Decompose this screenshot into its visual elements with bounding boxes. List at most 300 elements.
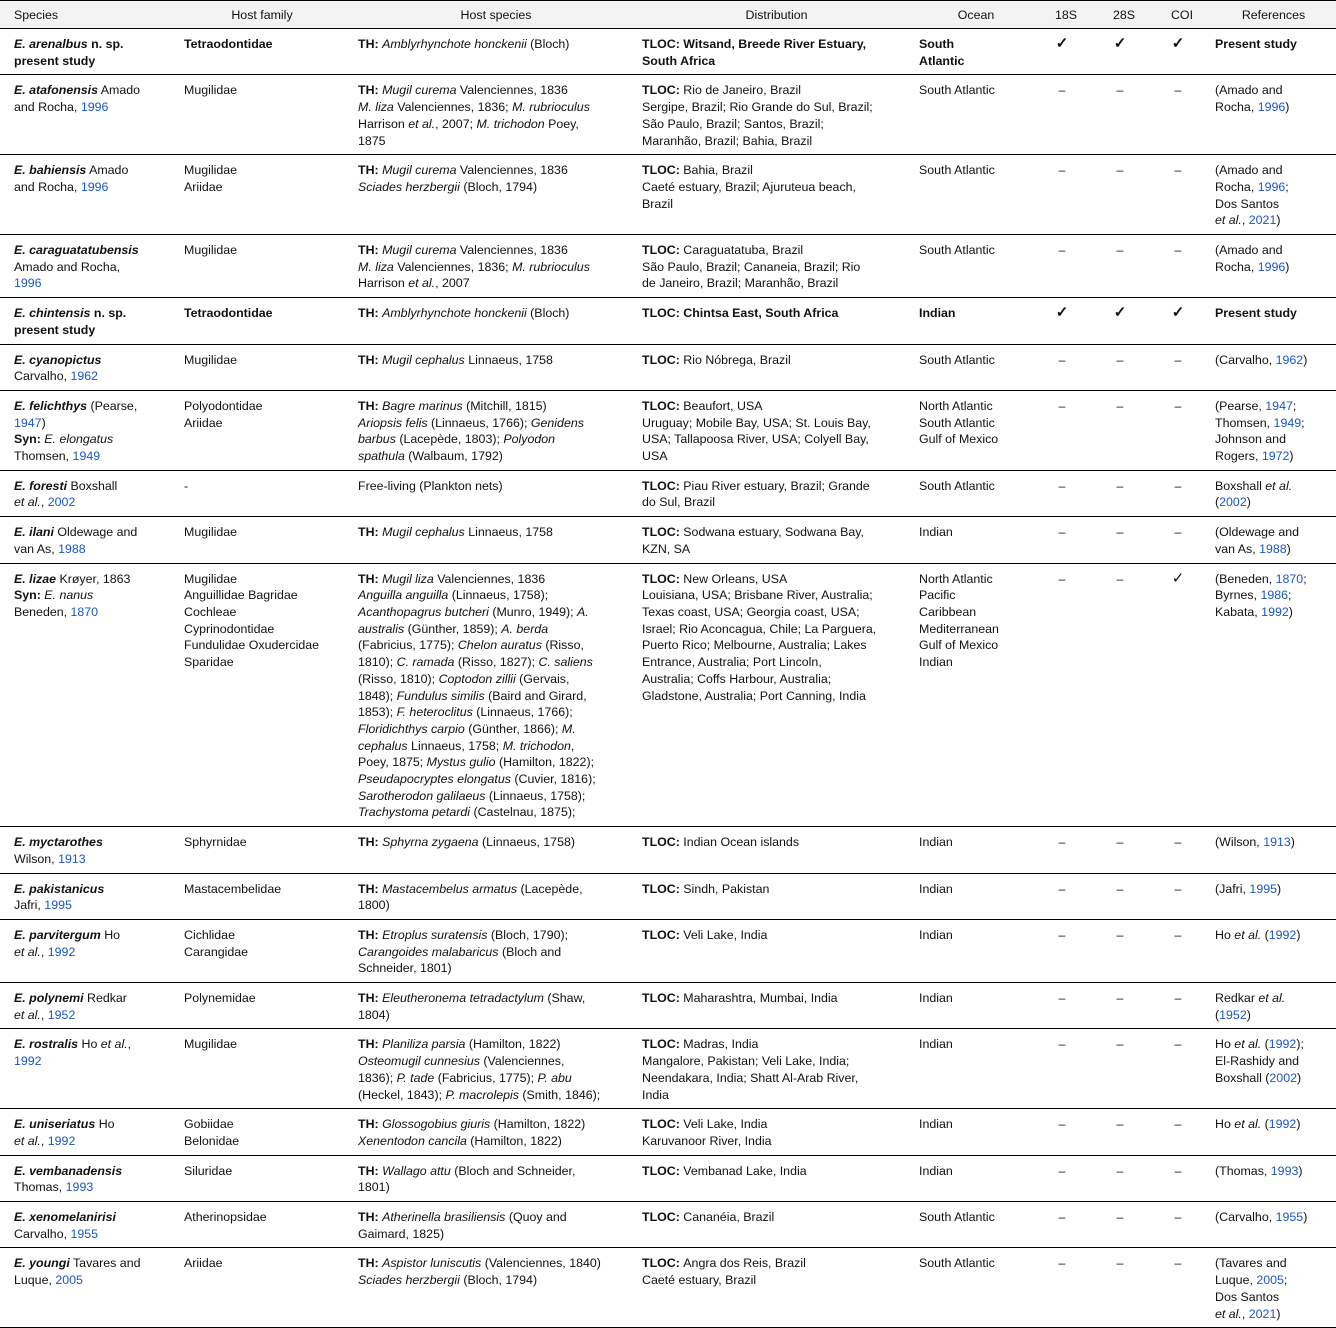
cell-text: Sciades herzbergii: [358, 1273, 460, 1288]
cell-text: Indian: [919, 655, 953, 670]
table-row: [0, 919, 1336, 982]
cell-line: [358, 1116, 634, 1133]
cell-line: [919, 1163, 1033, 1180]
cell-text: (: [1261, 927, 1269, 942]
cell-line: [919, 1255, 1033, 1272]
cell-text: USA; Tallapoosa River, USA; Colyell Bay,: [642, 432, 869, 447]
cell-line: [358, 1163, 634, 1180]
host-family-cell: [170, 298, 354, 344]
cell-text: Carangoides malabaricus: [358, 944, 499, 959]
cell-text: Mastacembelidae: [184, 881, 282, 896]
cell-line: [642, 637, 911, 654]
reference-link[interactable]: 1993: [65, 1180, 94, 1195]
18s-cell: [1037, 75, 1095, 155]
dash-mark: –: [1058, 927, 1066, 942]
reference-link[interactable]: 1995: [1249, 881, 1277, 896]
cell-line: [14, 275, 166, 292]
references-cell: [1211, 1202, 1336, 1248]
cell-text: Uruguay; Mobile Bay, USA; St. Louis Bay,: [642, 415, 871, 430]
reference-link[interactable]: 1870: [1275, 571, 1304, 586]
cell-line: [358, 99, 634, 116]
reference-link[interactable]: 1996: [1257, 259, 1286, 274]
host-family-cell: [170, 29, 354, 75]
cell-text: Syn:: [14, 588, 45, 603]
species-cell: [0, 75, 170, 155]
cell-text: barbus: [358, 432, 396, 447]
cell-text: USA: [642, 449, 668, 464]
reference-link[interactable]: 2005: [1256, 1273, 1284, 1288]
cell-text: 1875: [358, 133, 386, 148]
cell-line: [1215, 448, 1332, 465]
cell-text: São Paulo, Brazil; Santos, Brazil;: [642, 116, 824, 131]
cell-line: [358, 133, 634, 150]
table-row: [0, 1155, 1336, 1201]
cell-line: [1215, 1289, 1332, 1306]
cell-line: [14, 524, 166, 541]
references-cell: [1211, 983, 1336, 1029]
cell-text: Acanthopagrus butcheri: [358, 604, 489, 619]
cell-text: Mystus gulio: [426, 755, 496, 770]
18s-cell: [1037, 919, 1095, 982]
cell-text: (Shaw,: [543, 991, 586, 1006]
reference-link[interactable]: 1955: [1275, 1210, 1304, 1225]
reference-link[interactable]: 2002: [47, 495, 76, 510]
coi-cell: [1153, 563, 1211, 827]
cell-text: C. ramada: [396, 655, 455, 670]
cell-text: E. vembanadensis: [14, 1163, 123, 1178]
cell-text: Johnson and: [1215, 432, 1286, 447]
cell-text: (Bloch): [526, 306, 570, 321]
reference-link[interactable]: 2021: [1248, 213, 1277, 228]
reference-link[interactable]: 1996: [1257, 100, 1286, 115]
cell-text: Indian Ocean islands: [683, 835, 800, 850]
cell-text: Planiliza parsia: [382, 1037, 466, 1052]
cell-text: Gobiidae: [184, 1117, 234, 1132]
cell-text: TLOC: Chintsa East, South Africa: [642, 306, 839, 321]
dash-mark: –: [1058, 835, 1066, 850]
distribution-cell: [638, 983, 915, 1029]
dash-mark: –: [1058, 83, 1066, 98]
reference-link[interactable]: 1996: [80, 100, 109, 115]
reference-link[interactable]: 2002: [1219, 495, 1247, 510]
host-species-cell: [354, 919, 638, 982]
cell-line: [14, 927, 166, 944]
cell-line: [358, 738, 634, 755]
cell-line: [919, 1036, 1033, 1053]
cell-text: Thomsen,: [14, 449, 73, 464]
cell-text: Jafri,: [14, 898, 45, 913]
cell-line: [919, 1116, 1033, 1133]
cell-line: [1215, 990, 1332, 1007]
dash-mark: –: [1058, 1256, 1066, 1271]
cell-text: Atlantic: [919, 53, 965, 68]
distribution-cell: [638, 470, 915, 516]
reference-link[interactable]: 1992: [1268, 1117, 1297, 1132]
references-cell: [1211, 155, 1336, 235]
cell-line: [642, 431, 911, 448]
cell-text: E. nanus: [44, 588, 94, 603]
cell-text: ;: [1303, 571, 1307, 586]
cell-text: E. chintensis: [14, 306, 91, 321]
cell-text: (Baird and Girard,: [484, 688, 587, 703]
cell-text: Mugilidae: [184, 243, 238, 258]
cell-text: M. liza: [358, 100, 394, 115]
cell-text: Aspistor luniscutis: [382, 1256, 482, 1271]
reference-link[interactable]: 1996: [1257, 179, 1286, 194]
reference-link[interactable]: 1962: [70, 369, 99, 384]
dash-mark: –: [1116, 1037, 1124, 1052]
cell-line: [358, 944, 634, 961]
cell-text: Beneden,: [14, 604, 71, 619]
cell-line: [919, 431, 1033, 448]
cell-line: [919, 1209, 1033, 1226]
cell-text: P. macrolepis: [445, 1087, 519, 1102]
cell-line: [642, 1133, 911, 1150]
cell-line: [358, 36, 634, 53]
cell-line: [14, 1036, 166, 1053]
cell-text: et al.: [1265, 478, 1293, 493]
header-host-family: Host family: [170, 1, 354, 29]
cell-text: (Günther, 1859);: [404, 621, 502, 636]
host-species-cell: [354, 235, 638, 298]
cell-text: et al.: [14, 944, 41, 959]
cell-text: Tetraodontidae: [184, 37, 273, 51]
cell-text: Rogers,: [1215, 449, 1262, 464]
species-cell: [0, 298, 170, 344]
ocean-cell: [915, 873, 1037, 919]
table-row: [0, 298, 1336, 344]
dash-mark: –: [1174, 835, 1182, 850]
cell-text: Indian: [919, 525, 953, 540]
reference-link[interactable]: 1952: [47, 1007, 76, 1022]
cell-line: [642, 99, 911, 116]
cell-line: [358, 478, 634, 495]
cell-line: [14, 1007, 166, 1024]
cell-text: Valenciennes, 1836;: [393, 100, 513, 115]
cell-text: Luque,: [1215, 1273, 1257, 1288]
cell-text: ): [1289, 449, 1294, 464]
dash-mark: –: [1174, 881, 1182, 896]
reference-link[interactable]: 1949: [1273, 415, 1302, 430]
dash-mark: –: [1174, 1210, 1182, 1225]
cell-text: et al.: [1215, 213, 1242, 228]
host-family-cell: [170, 563, 354, 827]
reference-link[interactable]: 1992: [1268, 1037, 1297, 1052]
cell-text: TLOC:: [642, 1210, 684, 1225]
distribution-cell: [638, 1202, 915, 1248]
cell-line: [1215, 212, 1332, 229]
cell-text: Kabata,: [1215, 604, 1262, 619]
cell-line: [642, 621, 911, 638]
cell-text: (Mitchill, 1815): [462, 398, 547, 413]
cell-text: (Pearse,: [1215, 398, 1266, 413]
reference-link[interactable]: 1992: [14, 1054, 42, 1069]
cell-line: [919, 654, 1033, 671]
cell-line: [1215, 1163, 1332, 1180]
cell-text: 1800): [358, 898, 390, 913]
reference-link[interactable]: 1952: [1219, 1007, 1247, 1022]
28s-cell: [1095, 983, 1153, 1029]
cell-line: [14, 305, 166, 322]
cell-line: [642, 881, 911, 898]
cell-line: [642, 448, 911, 465]
host-family-cell: [170, 344, 354, 390]
cell-line: [358, 1272, 634, 1289]
cell-line: [1215, 834, 1332, 851]
cell-text: Carvalho,: [14, 1226, 71, 1241]
cell-text: Rio Nóbrega, Brazil: [683, 352, 791, 367]
cell-line: [184, 587, 350, 604]
reference-link[interactable]: 1992: [1261, 604, 1289, 619]
cell-line: [358, 834, 634, 851]
cell-text: El-Rashidy and: [1215, 1054, 1300, 1069]
18s-cell: [1037, 1202, 1095, 1248]
cell-text: Valenciennes, 1836: [456, 83, 568, 98]
cell-text: TLOC:: [642, 991, 684, 1006]
cell-text: TLOC:: [642, 1256, 684, 1271]
reference-link[interactable]: 2002: [1269, 1070, 1297, 1085]
cell-text: (Valenciennes,: [479, 1054, 565, 1069]
cell-text: São Paulo, Brazil; Cananeia, Brazil; Rio: [642, 259, 861, 274]
cell-text: ): [1246, 495, 1251, 510]
cell-line: [358, 671, 634, 688]
cell-line: [642, 133, 911, 150]
cell-text: Mugil cephalus: [382, 525, 465, 540]
reference-link[interactable]: 1992: [47, 944, 76, 959]
cell-text: (Linnaeus, 1766);: [472, 705, 573, 720]
references-cell: [1211, 873, 1336, 919]
cell-text: TLOC:: [642, 1037, 684, 1052]
cell-line: [1215, 571, 1332, 588]
cell-text: Israel; Rio Aconcagua, Chile; La Parguera,: [642, 621, 877, 636]
cell-text: E. bahiensis: [14, 163, 87, 178]
host-family-cell: [170, 390, 354, 470]
species-cell: [0, 1109, 170, 1155]
cell-text: Glossogobius giuris: [382, 1117, 491, 1132]
cell-text: Schneider, 1801): [358, 961, 452, 976]
18s-cell: [1037, 470, 1095, 516]
cell-text: Rocha,: [1215, 259, 1258, 274]
cell-text: (Bloch, 1790);: [487, 927, 569, 942]
cell-text: ,: [1241, 1306, 1249, 1321]
cell-line: [358, 571, 634, 588]
cell-text: (Günther, 1866);: [464, 721, 562, 736]
cell-text: Mangalore, Pakistan; Veli Lake, India;: [642, 1054, 850, 1069]
cell-line: [14, 53, 166, 70]
cell-line: [14, 242, 166, 259]
28s-cell: [1095, 470, 1153, 516]
dash-mark: –: [1058, 352, 1066, 367]
table-row: [0, 1109, 1336, 1155]
distribution-cell: [638, 1155, 915, 1201]
cell-line: [358, 1133, 634, 1150]
cell-text: New Orleans, USA: [683, 571, 788, 586]
reference-link[interactable]: 1992: [47, 1133, 76, 1148]
cell-text: South Atlantic: [919, 415, 995, 430]
cell-line: [358, 431, 634, 448]
cell-text: (Munro, 1949);: [488, 604, 578, 619]
ocean-cell: [915, 344, 1037, 390]
cell-line: [642, 1163, 911, 1180]
cell-text: Cichlidae: [184, 927, 235, 942]
cell-text: Mugil curema: [382, 243, 457, 258]
ocean-cell: [915, 1029, 1037, 1109]
cell-line: [358, 352, 634, 369]
cell-text: Mediterranean: [919, 621, 999, 636]
cell-text: Mugilidae: [184, 571, 238, 586]
cell-text: M. trichodon: [502, 738, 571, 753]
cell-line: [184, 179, 350, 196]
reference-link[interactable]: 1962: [1275, 352, 1304, 367]
cell-text: Valenciennes, 1836;: [393, 259, 513, 274]
species-cell: [0, 983, 170, 1029]
cell-text: Veli Lake, India: [683, 927, 768, 942]
cell-text: TLOC:: [642, 352, 684, 367]
cell-line: [184, 1255, 350, 1272]
distribution-cell: [638, 1029, 915, 1109]
header-references: References: [1211, 1, 1336, 29]
dash-mark: –: [1174, 1256, 1182, 1271]
reference-link[interactable]: 1996: [80, 179, 109, 194]
cell-text: Valenciennes, 1836: [456, 243, 568, 258]
cell-text: Rio de Janeiro, Brazil: [683, 83, 802, 98]
reference-link[interactable]: 2021: [1248, 1306, 1277, 1321]
cell-line: [919, 36, 1033, 53]
cell-text: TLOC:: [642, 83, 684, 98]
reference-link[interactable]: 1947: [1265, 398, 1293, 413]
cell-text: South Atlantic: [919, 478, 995, 493]
dash-mark: –: [1058, 1037, 1066, 1052]
cell-line: [1215, 1306, 1332, 1323]
cell-text: ): [1303, 1210, 1308, 1225]
table-row: [0, 827, 1336, 873]
cell-text: (Bloch, 1794): [459, 1273, 538, 1288]
reference-link[interactable]: 2005: [55, 1273, 83, 1288]
cell-line: [184, 398, 350, 415]
cell-text: ): [1288, 604, 1293, 619]
table-row: [0, 75, 1336, 155]
ocean-cell: [915, 470, 1037, 516]
cell-text: 1810);: [358, 655, 397, 670]
cell-line: [642, 82, 911, 99]
cell-text: TH:: [358, 881, 383, 896]
cell-line: [358, 275, 634, 292]
cell-line: [642, 242, 911, 259]
cell-text: ;: [1283, 1273, 1288, 1288]
cell-text: et al.: [14, 495, 41, 510]
cell-text: Indian: [919, 835, 953, 850]
reference-link[interactable]: 1993: [1270, 1163, 1299, 1178]
cell-line: [642, 162, 911, 179]
cell-text: (Amado and: [1215, 163, 1283, 178]
cell-text: Wilson,: [14, 851, 59, 866]
cell-text: Genidens: [530, 415, 584, 430]
cell-text: TH:: [358, 1117, 383, 1132]
dash-mark: –: [1116, 163, 1124, 178]
cell-text: Maranhão, Brazil; Bahia, Brazil: [642, 133, 813, 148]
cell-text: Mugilidae: [184, 525, 238, 540]
cell-line: [358, 305, 634, 322]
cell-line: [358, 242, 634, 259]
coi-cell: [1153, 1202, 1211, 1248]
cell-line: [1215, 259, 1332, 276]
cell-line: [1215, 1255, 1332, 1272]
cell-text: (Bloch): [526, 37, 570, 51]
cell-text: M. rubrioculus: [512, 100, 590, 115]
cell-text: Sodwana estuary, Sodwana Bay,: [683, 525, 864, 540]
cell-text: E. foresti: [14, 478, 68, 493]
cell-text: (Castelnau, 1875);: [470, 805, 576, 820]
cell-line: [184, 352, 350, 369]
reference-link[interactable]: 1913: [1263, 835, 1291, 850]
cell-line: [919, 990, 1033, 1007]
cell-line: [14, 1272, 166, 1289]
cell-line: [919, 881, 1033, 898]
dash-mark: –: [1116, 881, 1124, 896]
reference-link[interactable]: 1955: [70, 1226, 99, 1241]
cell-line: [1215, 1272, 1332, 1289]
cell-text: ): [1298, 1163, 1303, 1178]
reference-link[interactable]: 1996: [14, 276, 42, 291]
cell-line: [642, 990, 911, 1007]
cell-line: [358, 704, 634, 721]
reference-link[interactable]: 1972: [1261, 449, 1290, 464]
reference-link[interactable]: 1949: [72, 449, 101, 464]
species-cell: [0, 1155, 170, 1201]
cell-text: Luque,: [14, 1273, 56, 1288]
reference-link[interactable]: 1947: [14, 415, 42, 430]
cell-text: TH:: [358, 991, 383, 1006]
distribution-cell: [638, 563, 915, 827]
dash-mark: –: [1174, 1117, 1182, 1132]
cell-text: Wallago attu: [382, 1163, 451, 1178]
cell-line: [642, 541, 911, 558]
cell-text: E. cyanopictus: [14, 352, 102, 367]
18s-cell: [1037, 235, 1095, 298]
distribution-cell: [638, 298, 915, 344]
cell-text: (Lacepède, 1803);: [395, 432, 504, 447]
cell-text: Neendakara, India; Shatt Al-Arab River,: [642, 1070, 859, 1085]
checkmark-icon: ✓: [1055, 304, 1069, 322]
reference-link[interactable]: 1992: [1268, 927, 1297, 942]
host-species-cell: [354, 1109, 638, 1155]
species-cell: [0, 155, 170, 235]
cell-line: [919, 927, 1033, 944]
cell-text: Linnaeus, 1758: [464, 352, 553, 367]
references-cell: [1211, 1109, 1336, 1155]
host-species-cell: [354, 983, 638, 1029]
reference-link[interactable]: 1995: [44, 898, 72, 913]
28s-cell: [1095, 1202, 1153, 1248]
cell-line: [642, 398, 911, 415]
cell-text: Redkar: [83, 991, 127, 1006]
coi-cell: [1153, 517, 1211, 563]
reference-link[interactable]: 1986: [1260, 588, 1289, 603]
cell-text: (Pearse,: [87, 398, 138, 413]
reference-link[interactable]: 1870: [70, 604, 99, 619]
cell-text: Osteomugil cunnesius: [358, 1054, 480, 1069]
cell-text: ): [1290, 835, 1295, 850]
ocean-cell: [915, 919, 1037, 982]
ocean-cell: [915, 29, 1037, 75]
table-row: [0, 1029, 1336, 1109]
cell-text: Indian: [919, 1117, 953, 1132]
reference-link[interactable]: 1988: [1259, 541, 1287, 556]
reference-link[interactable]: 1988: [58, 541, 86, 556]
reference-link[interactable]: 1913: [58, 851, 86, 866]
cell-text: Amado and Rocha,: [14, 259, 121, 274]
dash-mark: –: [1116, 571, 1124, 586]
